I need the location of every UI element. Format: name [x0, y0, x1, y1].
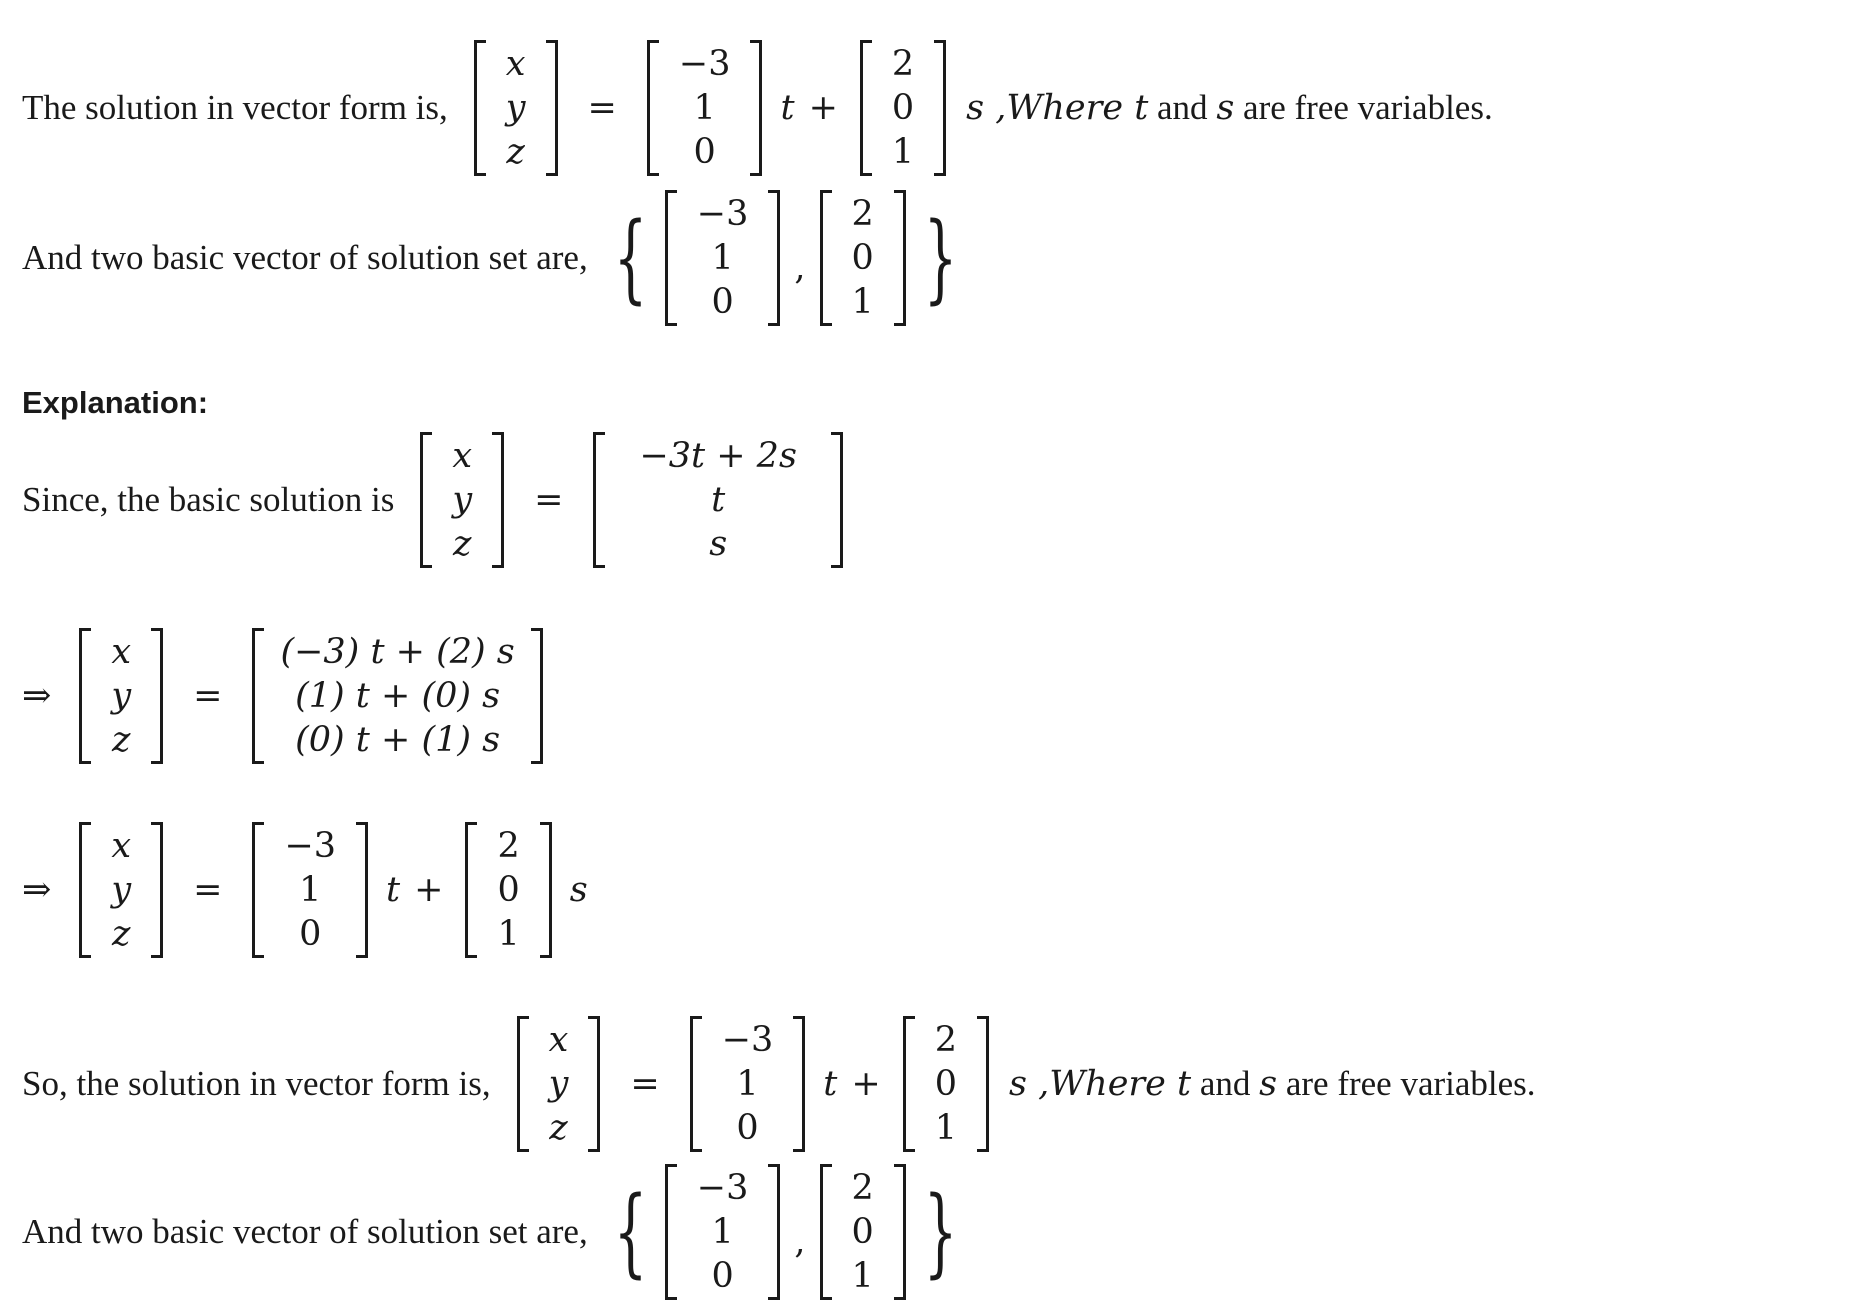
answer-basis-line: [22, 190, 971, 326]
left-brace: {: [613, 202, 648, 314]
s-variable: s: [569, 870, 588, 910]
matrix-entry: 0: [891, 88, 915, 128]
t-variable: t: [386, 870, 401, 910]
conclusion-vector-2: [903, 1016, 989, 1152]
matrix-entry: y: [111, 676, 132, 716]
matrix-entry: (1) t + (0) s: [295, 676, 501, 716]
comma: ,: [794, 248, 806, 288]
matrix-entry: 1: [299, 870, 322, 910]
matrix-entry: y: [452, 480, 473, 520]
equals-sign: =: [587, 88, 617, 128]
basis-vector-2: [820, 1164, 906, 1300]
equals-sign: =: [193, 676, 223, 716]
matrix-entry: 2: [891, 44, 915, 84]
t-variable: t: [780, 88, 795, 128]
explanation-heading: Explanation:: [22, 385, 209, 420]
basis-vector-1: [665, 190, 781, 326]
plus-sign: +: [808, 88, 838, 128]
matrix-entry: 1: [693, 88, 716, 128]
matrix-entry: 0: [711, 282, 734, 322]
matrix-entry: −3t + 2s: [639, 436, 797, 476]
step1-rhs-vector: [252, 628, 542, 764]
matrix-entry: 0: [711, 1256, 734, 1296]
conclusion-lhs-vector: [517, 1016, 601, 1152]
answer-vector-form-text: The solution in vector form is,: [22, 88, 448, 127]
comma: ,: [794, 1222, 806, 1262]
matrix-entry: 0: [497, 870, 520, 910]
step1-line: [22, 628, 547, 764]
conclusion-basis-text: And two basic vector of solution set are,: [22, 1212, 588, 1251]
matrix-entry: (−3) t + (2) s: [280, 632, 515, 672]
matrix-entry: z: [111, 914, 131, 954]
matrix-entry: x: [548, 1020, 569, 1060]
plus-sign: +: [851, 1064, 881, 1104]
matrix-entry: 2: [851, 1168, 874, 1208]
matrix-entry: 1: [711, 1212, 734, 1252]
matrix-entry: 0: [851, 1212, 874, 1252]
matrix-entry: −3: [696, 1168, 749, 1208]
step1-lhs-vector: [79, 628, 163, 764]
matrix-entry: 2: [934, 1020, 957, 1060]
matrix-entry: x: [111, 826, 132, 866]
step2-vector-2: [465, 822, 551, 958]
matrix-entry: s: [709, 524, 728, 564]
matrix-entry: 0: [299, 914, 322, 954]
answer-vector-form-line: [22, 40, 1493, 176]
matrix-entry: 2: [497, 826, 520, 866]
step2-vector-1: [252, 822, 368, 958]
matrix-entry: z: [549, 1108, 568, 1148]
conclusion-basis-line: [22, 1164, 971, 1300]
matrix-entry: 0: [934, 1064, 957, 1104]
matrix-entry: 1: [851, 1256, 874, 1296]
matrix-entry: x: [505, 44, 526, 84]
since-lhs-vector: [420, 432, 504, 568]
since-line: [22, 432, 847, 568]
matrix-entry: z: [111, 720, 131, 760]
answer-lhs-vector: [474, 40, 558, 176]
matrix-entry: −3: [696, 194, 749, 234]
equals-sign: =: [193, 870, 223, 910]
matrix-entry: 1: [851, 282, 874, 322]
free-variables-note: s ,Where t and s are free variables.: [966, 88, 1493, 128]
answer-vector-1: [647, 40, 763, 176]
matrix-entry: y: [111, 870, 132, 910]
matrix-entry: y: [548, 1064, 569, 1104]
matrix-entry: −3: [678, 44, 731, 84]
equals-sign: =: [630, 1064, 660, 1104]
step2-lhs-vector: [79, 822, 163, 958]
answer-basis-text: And two basic vector of solution set are,: [22, 238, 588, 277]
matrix-entry: 0: [736, 1108, 759, 1148]
conclusion-vector-form-line: [22, 1016, 1536, 1152]
implies-arrow: ⇒: [22, 676, 52, 716]
since-rhs-vector: [593, 432, 842, 568]
conclusion-vector-form-text: So, the solution in vector form is,: [22, 1064, 491, 1103]
matrix-entry: z: [506, 132, 525, 172]
matrix-entry: 1: [736, 1064, 759, 1104]
free-variables-note: s ,Where t and s are free variables.: [1008, 1064, 1536, 1104]
matrix-entry: z: [452, 524, 472, 564]
plus-sign: +: [414, 870, 444, 910]
matrix-entry: (0) t + (1) s: [295, 720, 501, 760]
matrix-entry: y: [505, 88, 526, 128]
matrix-entry: −3: [721, 1020, 774, 1060]
matrix-entry: 1: [934, 1108, 957, 1148]
matrix-entry: −3: [284, 826, 337, 866]
step2-line: [22, 822, 588, 958]
matrix-entry: x: [452, 436, 473, 476]
matrix-entry: 0: [851, 238, 874, 278]
conclusion-vector-1: [690, 1016, 806, 1152]
basis-vector-2: [820, 190, 906, 326]
answer-vector-2: [860, 40, 946, 176]
equals-sign: =: [534, 480, 564, 520]
since-text: Since, the basic solution is: [22, 480, 395, 519]
right-brace: }: [923, 1176, 958, 1288]
left-brace: {: [613, 1176, 648, 1288]
right-brace: }: [923, 202, 958, 314]
basis-vector-1: [665, 1164, 781, 1300]
matrix-entry: 1: [891, 132, 915, 172]
matrix-entry: 2: [851, 194, 874, 234]
matrix-entry: x: [111, 632, 132, 672]
t-variable: t: [823, 1064, 838, 1104]
matrix-entry: t: [711, 480, 726, 520]
matrix-entry: 0: [693, 132, 716, 172]
matrix-entry: 1: [711, 238, 734, 278]
matrix-entry: 1: [497, 914, 520, 954]
implies-arrow: ⇒: [22, 870, 52, 910]
